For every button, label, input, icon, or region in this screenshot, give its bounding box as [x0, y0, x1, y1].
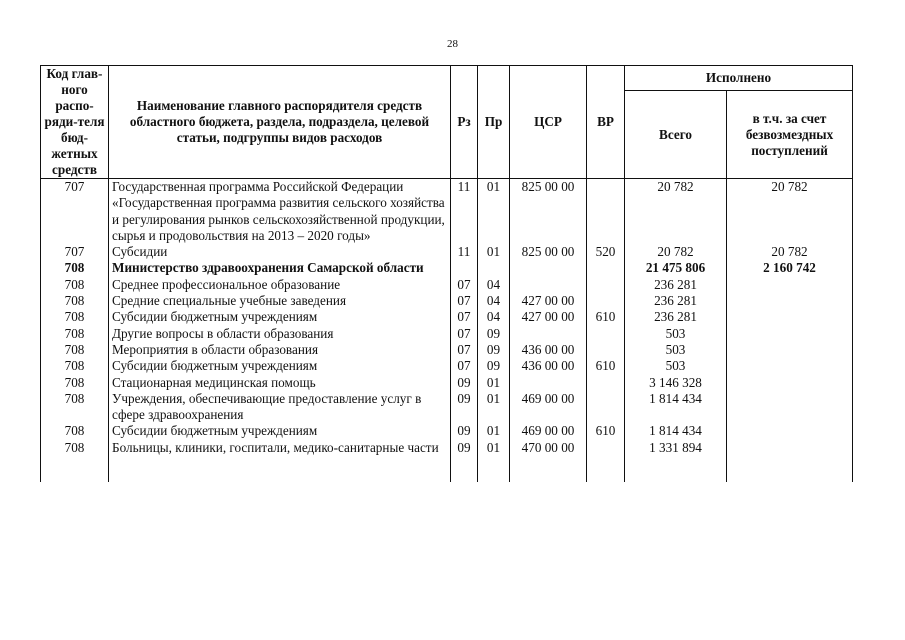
cell-vr [587, 375, 625, 391]
table-row [41, 260, 853, 276]
cell-csr [510, 260, 587, 276]
cell-code: 708 [41, 342, 109, 358]
cell-rz: 11 [451, 244, 478, 260]
header-csr: ЦСР [510, 66, 587, 179]
page-number: 28 [447, 38, 458, 50]
table-row [41, 309, 853, 325]
cell-total: 503 [625, 358, 727, 374]
cell-csr: 470 00 00 [510, 440, 587, 482]
cell-total: 503 [625, 342, 727, 358]
cell-pr: 01 [478, 375, 510, 391]
cell-total: 236 281 [625, 277, 727, 293]
cell-vr: 610 [587, 309, 625, 325]
table-row [41, 326, 853, 342]
cell-free-receipts: 2 160 742 [727, 260, 853, 276]
cell-rz: 07 [451, 277, 478, 293]
cell-total: 3 146 328 [625, 375, 727, 391]
cell-free-receipts [727, 423, 853, 439]
cell-code: 708 [41, 375, 109, 391]
cell-pr: 09 [478, 326, 510, 342]
header-code: Код глав-ного распо-ряди-теля бюд-жетных средств [41, 66, 109, 179]
cell-name: Средние специальные учебные заведения [109, 293, 451, 309]
budget-execution-table [40, 65, 853, 482]
cell-total: 1 814 434 [625, 391, 727, 424]
cell-pr: 01 [478, 440, 510, 482]
cell-csr [510, 326, 587, 342]
cell-name: Другие вопросы в области образования [109, 326, 451, 342]
cell-pr: 09 [478, 358, 510, 374]
cell-free-receipts [727, 358, 853, 374]
header-name: Наименование главного распорядителя средств областного бюджета, раздела, подраздела, целевой статьи, подгруппы видов расходов [109, 66, 451, 179]
header-total: Всего [625, 91, 727, 179]
cell-free-receipts [727, 326, 853, 342]
cell-pr: 04 [478, 293, 510, 309]
cell-rz: 09 [451, 375, 478, 391]
cell-rz: 07 [451, 293, 478, 309]
cell-free-receipts [727, 375, 853, 391]
cell-rz [451, 260, 478, 276]
cell-code: 707 [41, 179, 109, 245]
header-rz: Рз [451, 66, 478, 179]
cell-vr [587, 326, 625, 342]
cell-pr: 01 [478, 391, 510, 424]
table-row [41, 423, 853, 439]
table-row [41, 440, 853, 482]
cell-vr [587, 440, 625, 482]
cell-vr [587, 260, 625, 276]
cell-csr: 469 00 00 [510, 423, 587, 439]
table-row [41, 358, 853, 374]
cell-pr: 01 [478, 423, 510, 439]
cell-free-receipts [727, 391, 853, 424]
cell-code: 708 [41, 260, 109, 276]
cell-name: Субсидии бюджетным учреждениям [109, 423, 451, 439]
cell-free-receipts [727, 293, 853, 309]
cell-total: 503 [625, 326, 727, 342]
cell-csr [510, 277, 587, 293]
cell-rz: 07 [451, 309, 478, 325]
cell-vr: 610 [587, 358, 625, 374]
cell-name: Субсидии бюджетным учреждениям [109, 309, 451, 325]
cell-free-receipts: 20 782 [727, 179, 853, 245]
cell-code: 708 [41, 277, 109, 293]
table-row [41, 391, 853, 424]
table-row [41, 277, 853, 293]
cell-csr: 469 00 00 [510, 391, 587, 424]
cell-code: 708 [41, 309, 109, 325]
cell-code: 708 [41, 391, 109, 424]
cell-csr [510, 375, 587, 391]
cell-total: 1 814 434 [625, 423, 727, 439]
cell-name: Субсидии [109, 244, 451, 260]
cell-name: Больницы, клиники, госпитали, медико-санитарные части [109, 440, 451, 482]
cell-vr [587, 293, 625, 309]
header-pr: Пр [478, 66, 510, 179]
cell-name: Министерство здравоохранения Самарской области [109, 260, 451, 276]
cell-name: Мероприятия в области образования [109, 342, 451, 358]
cell-pr: 01 [478, 244, 510, 260]
cell-rz: 07 [451, 358, 478, 374]
cell-csr: 825 00 00 [510, 179, 587, 245]
cell-code: 708 [41, 326, 109, 342]
cell-code: 708 [41, 423, 109, 439]
cell-name: Государственная программа Российской Федерации «Государственная программа развития сельского хозяйства и регулирования рынков сельскохозяйственной продукции, сырья и продовольствия на 2013 – 2020 годы» [109, 179, 451, 245]
cell-total: 236 281 [625, 293, 727, 309]
cell-rz: 07 [451, 326, 478, 342]
cell-pr [478, 260, 510, 276]
cell-total: 1 331 894 [625, 440, 727, 482]
header-vr: ВР [587, 66, 625, 179]
cell-rz: 11 [451, 179, 478, 245]
cell-pr: 01 [478, 179, 510, 245]
cell-rz: 07 [451, 342, 478, 358]
cell-pr: 04 [478, 309, 510, 325]
cell-pr: 04 [478, 277, 510, 293]
table-row [41, 293, 853, 309]
table-row [41, 179, 853, 245]
cell-total: 236 281 [625, 309, 727, 325]
cell-vr [587, 179, 625, 245]
cell-csr: 427 00 00 [510, 293, 587, 309]
cell-vr: 520 [587, 244, 625, 260]
cell-free-receipts [727, 342, 853, 358]
cell-name: Среднее профессиональное образование [109, 277, 451, 293]
cell-code: 708 [41, 440, 109, 482]
cell-total: 21 475 806 [625, 260, 727, 276]
header-executed: Исполнено [625, 66, 853, 91]
cell-code: 708 [41, 293, 109, 309]
cell-name: Учреждения, обеспечивающие предоставление услуг в сфере здравоохранения [109, 391, 451, 424]
cell-free-receipts [727, 440, 853, 482]
cell-total: 20 782 [625, 244, 727, 260]
cell-total: 20 782 [625, 179, 727, 245]
cell-csr: 436 00 00 [510, 358, 587, 374]
cell-pr: 09 [478, 342, 510, 358]
cell-csr: 436 00 00 [510, 342, 587, 358]
cell-vr [587, 391, 625, 424]
cell-rz: 09 [451, 440, 478, 482]
cell-csr: 825 00 00 [510, 244, 587, 260]
table-header-row [41, 66, 853, 91]
table-body [41, 179, 853, 483]
header-free-receipts: в т.ч. за счет безвозмездных поступлений [727, 91, 853, 179]
cell-free-receipts [727, 277, 853, 293]
cell-vr [587, 277, 625, 293]
cell-code: 708 [41, 358, 109, 374]
cell-name: Субсидии бюджетным учреждениям [109, 358, 451, 374]
cell-rz: 09 [451, 423, 478, 439]
table-row [41, 342, 853, 358]
cell-vr [587, 342, 625, 358]
cell-free-receipts: 20 782 [727, 244, 853, 260]
cell-vr: 610 [587, 423, 625, 439]
cell-rz: 09 [451, 391, 478, 424]
cell-free-receipts [727, 309, 853, 325]
table-row [41, 244, 853, 260]
cell-csr: 427 00 00 [510, 309, 587, 325]
cell-name: Стационарная медицинская помощь [109, 375, 451, 391]
table-row [41, 375, 853, 391]
cell-code: 707 [41, 244, 109, 260]
